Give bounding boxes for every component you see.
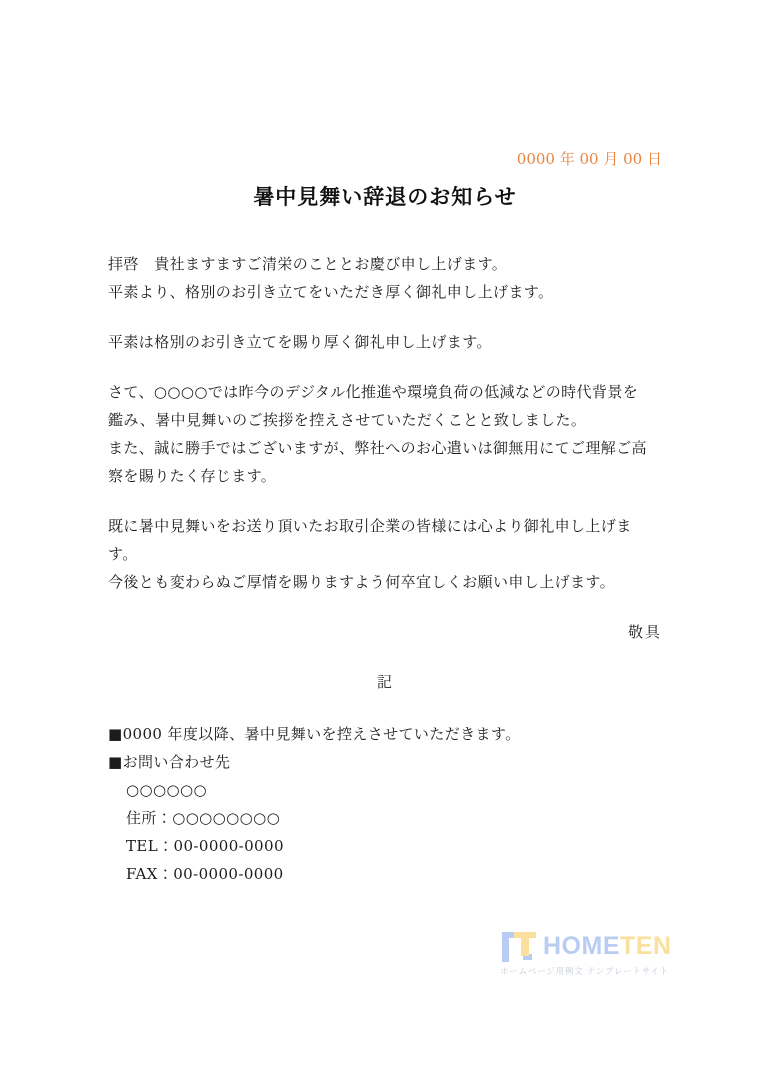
contact-company: ○○○○○○ [126,781,207,799]
appreciation-paragraph [108,512,662,596]
letter-content [108,0,662,888]
hometen-logo [500,930,670,977]
main-notice-line: 察を賜りたく存じます。 [108,467,277,485]
date-line: 0000 年 00 月 00 日 [516,150,662,168]
greeting-line: 平素より、格別のお引き立てをいただき厚く御礼申し上げます。 [108,283,554,301]
record-marker-ki: 記 [376,673,393,691]
contact-heading: ■お問い合わせ先 [108,753,231,771]
page-title: 暑中見舞い辞退のお知らせ [253,184,517,209]
logo-wordmark [543,932,672,960]
note-schedule: ■0000 年度以降、暑中見舞いを控えさせていただきます。 [108,725,521,743]
greeting-paragraph [108,250,662,306]
contact-address: 住所：○○○○○○○○ [126,809,281,827]
logo-text-ten: TEN [620,932,672,960]
thanks-line: 平素は格別のお引き立てを賜り厚く御礼申し上げます。 [108,333,492,351]
main-notice-line: また、誠に勝手ではございますが、弊社へのお心遣いは御無用にてご理解ご高 [108,439,648,457]
contact-tel: TEL：00-0000-0000 [126,837,284,855]
main-notice-paragraph [108,378,662,490]
closing-keigu: 敬具 [627,623,662,641]
appreciation-line: 今後とも変わらぬご厚情を賜りますよう何卒宜しくお願い申し上げます。 [108,573,616,591]
logo-tagline: ホームページ用例文 テンプレートサイト [500,966,670,976]
notes-section [108,720,662,888]
appreciation-line: す。 [108,545,138,563]
main-notice-line: さて、○○○○では昨今のデジタル化推進や環境負荷の低減などの時代背景を [108,383,639,401]
logo-row [500,930,670,962]
main-notice-line: 鑑み、暑中見舞いのご挨拶を控えさせていただくことと致しました。 [108,411,587,429]
contact-block [108,776,662,888]
contact-fax: FAX：00-0000-0000 [126,865,284,883]
logo-text-home: HOME [543,932,620,960]
thanks-paragraph [108,328,662,356]
hometen-monogram-icon [500,930,536,962]
appreciation-line: 既に暑中見舞いをお送り頂いたお取引企業の皆様には心より御礼申し上げま [108,517,632,535]
greeting-line: 拝啓 貴社ますますご清栄のこととお慶び申し上げます。 [108,255,508,273]
